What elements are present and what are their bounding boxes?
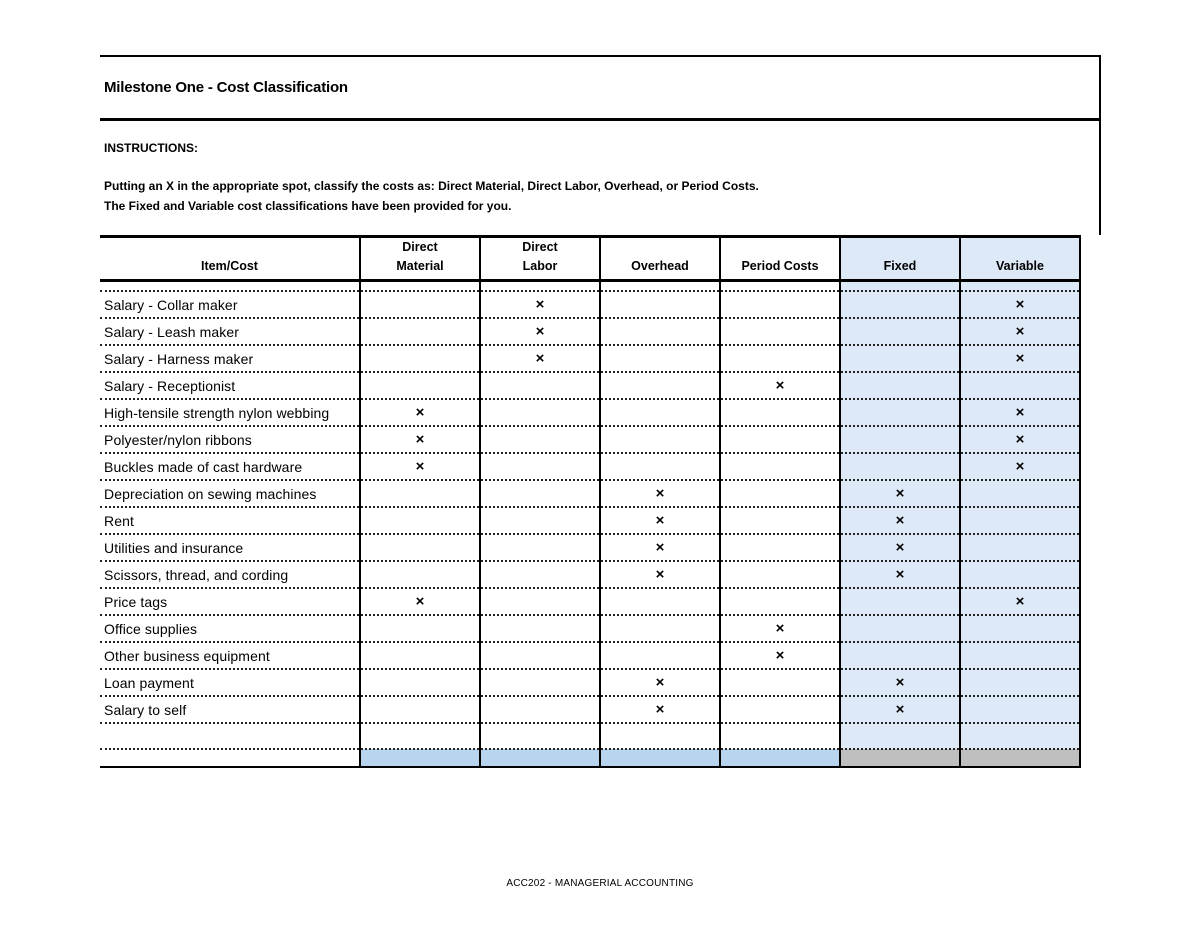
table-row bbox=[100, 642, 1080, 669]
variable-cell[interactable] bbox=[960, 507, 1080, 534]
spacer-cell bbox=[100, 281, 360, 292]
direct-labor-cell[interactable] bbox=[480, 426, 600, 453]
variable-cell[interactable] bbox=[960, 561, 1080, 588]
table-row bbox=[100, 588, 1080, 615]
table-row bbox=[100, 615, 1080, 642]
direct-material-cell[interactable] bbox=[360, 696, 480, 723]
item-cost-cell[interactable]: Polyester/nylon ribbons bbox=[100, 426, 360, 453]
x-mark: × bbox=[415, 431, 425, 448]
total-cell bbox=[960, 749, 1080, 767]
direct-labor-cell[interactable] bbox=[480, 588, 600, 615]
header-item-cost-label: Item/Cost bbox=[201, 259, 258, 273]
item-cost-cell[interactable]: Salary to self bbox=[100, 696, 360, 723]
variable-cell[interactable] bbox=[960, 588, 1080, 615]
x-mark: × bbox=[895, 674, 905, 691]
direct-labor-cell[interactable] bbox=[480, 696, 600, 723]
instructions-box bbox=[100, 119, 1101, 235]
item-cost-cell[interactable]: Office supplies bbox=[100, 615, 360, 642]
variable-cell[interactable] bbox=[960, 345, 1080, 372]
fixed-cell[interactable] bbox=[840, 399, 960, 426]
x-mark: × bbox=[1015, 350, 1025, 367]
blank-cell[interactable] bbox=[600, 723, 720, 749]
period-costs-cell[interactable] bbox=[720, 426, 840, 453]
overhead-cell[interactable] bbox=[600, 642, 720, 669]
x-mark: × bbox=[655, 566, 665, 583]
spacer-cell bbox=[480, 281, 600, 292]
period-costs-cell[interactable] bbox=[720, 669, 840, 696]
x-mark: × bbox=[535, 323, 545, 340]
item-cost-cell[interactable]: Depreciation on sewing machines bbox=[100, 480, 360, 507]
header-overhead-label: Overhead bbox=[631, 259, 689, 273]
direct-labor-cell[interactable] bbox=[480, 534, 600, 561]
period-costs-cell[interactable] bbox=[720, 696, 840, 723]
x-mark: × bbox=[1015, 404, 1025, 421]
header-direct-labor-top: Direct bbox=[522, 240, 558, 254]
item-cost-cell[interactable]: Utilities and insurance bbox=[100, 534, 360, 561]
direct-labor-cell[interactable] bbox=[480, 291, 600, 318]
item-cost-cell[interactable]: Scissors, thread, and cording bbox=[100, 561, 360, 588]
overhead-cell[interactable] bbox=[600, 615, 720, 642]
x-mark: × bbox=[655, 674, 665, 691]
table-row bbox=[100, 426, 1080, 453]
x-mark: × bbox=[535, 296, 545, 313]
table-row bbox=[100, 372, 1080, 399]
spacer-cell bbox=[840, 281, 960, 292]
header-item-cost bbox=[100, 237, 360, 281]
item-cost-cell[interactable]: Price tags bbox=[100, 588, 360, 615]
table-row bbox=[100, 507, 1080, 534]
table-body bbox=[100, 281, 1080, 768]
instructions-heading: INSTRUCTIONS: bbox=[104, 141, 198, 155]
overhead-cell[interactable] bbox=[600, 534, 720, 561]
variable-cell[interactable] bbox=[960, 372, 1080, 399]
page-title: Milestone One - Cost Classification bbox=[104, 79, 348, 96]
overhead-cell[interactable] bbox=[600, 426, 720, 453]
variable-cell[interactable] bbox=[960, 534, 1080, 561]
direct-labor-cell[interactable] bbox=[480, 507, 600, 534]
header-period-costs-label: Period Costs bbox=[741, 259, 819, 273]
header-variable bbox=[960, 237, 1080, 281]
x-mark: × bbox=[1015, 323, 1025, 340]
blank-cell[interactable] bbox=[720, 723, 840, 749]
total-cell bbox=[720, 749, 840, 767]
overhead-cell[interactable] bbox=[600, 291, 720, 318]
table-row bbox=[100, 291, 1080, 318]
direct-material-cell[interactable] bbox=[360, 318, 480, 345]
overhead-cell[interactable] bbox=[600, 399, 720, 426]
x-mark: × bbox=[895, 539, 905, 556]
fixed-cell[interactable] bbox=[840, 534, 960, 561]
overhead-cell[interactable] bbox=[600, 345, 720, 372]
item-cost-cell[interactable]: High-tensile strength nylon webbing bbox=[100, 399, 360, 426]
direct-material-cell[interactable] bbox=[360, 291, 480, 318]
period-costs-cell[interactable] bbox=[720, 291, 840, 318]
overhead-cell[interactable] bbox=[600, 696, 720, 723]
overhead-cell[interactable] bbox=[600, 318, 720, 345]
x-mark: × bbox=[415, 458, 425, 475]
header-fixed-label: Fixed bbox=[883, 259, 917, 273]
x-mark: × bbox=[895, 701, 905, 718]
direct-material-cell[interactable] bbox=[360, 507, 480, 534]
table-row bbox=[100, 345, 1080, 372]
fixed-cell[interactable] bbox=[840, 696, 960, 723]
direct-material-cell[interactable] bbox=[360, 615, 480, 642]
fixed-cell[interactable] bbox=[840, 588, 960, 615]
period-costs-cell[interactable] bbox=[720, 534, 840, 561]
direct-material-cell[interactable] bbox=[360, 669, 480, 696]
variable-cell[interactable] bbox=[960, 453, 1080, 480]
total-cell bbox=[480, 749, 600, 767]
item-cost-cell[interactable]: Rent bbox=[100, 507, 360, 534]
direct-material-cell[interactable] bbox=[360, 534, 480, 561]
x-mark: × bbox=[1015, 593, 1025, 610]
direct-labor-cell[interactable] bbox=[480, 561, 600, 588]
direct-labor-cell[interactable] bbox=[480, 615, 600, 642]
direct-material-cell[interactable] bbox=[360, 561, 480, 588]
period-costs-cell[interactable] bbox=[720, 507, 840, 534]
overhead-cell[interactable] bbox=[600, 372, 720, 399]
direct-labor-cell[interactable] bbox=[480, 372, 600, 399]
x-mark: × bbox=[655, 512, 665, 529]
overhead-cell[interactable] bbox=[600, 561, 720, 588]
period-costs-cell[interactable] bbox=[720, 642, 840, 669]
fixed-cell[interactable] bbox=[840, 318, 960, 345]
cost-classification-table bbox=[100, 235, 1081, 768]
blank-cell[interactable] bbox=[360, 723, 480, 749]
header-period-costs bbox=[720, 237, 840, 281]
x-mark: × bbox=[895, 512, 905, 529]
title-box bbox=[100, 55, 1101, 121]
total-row bbox=[100, 749, 1080, 767]
direct-labor-cell[interactable] bbox=[480, 453, 600, 480]
header-fixed bbox=[840, 237, 960, 281]
x-mark: × bbox=[1015, 431, 1025, 448]
direct-labor-cell[interactable] bbox=[480, 399, 600, 426]
direct-material-cell[interactable] bbox=[360, 588, 480, 615]
instructions-line-1: Putting an X in the appropriate spot, classify the costs as: Direct Material, Direct Labor, Overhead, or Period Costs. bbox=[104, 179, 759, 193]
fixed-cell[interactable] bbox=[840, 507, 960, 534]
variable-cell[interactable] bbox=[960, 480, 1080, 507]
spacer-row bbox=[100, 281, 1080, 292]
header-direct-material-top: Direct bbox=[402, 240, 438, 254]
period-costs-cell[interactable] bbox=[720, 345, 840, 372]
total-cell bbox=[100, 749, 360, 767]
blank-cell[interactable] bbox=[960, 723, 1080, 749]
variable-cell[interactable] bbox=[960, 696, 1080, 723]
table-row bbox=[100, 318, 1080, 345]
total-cell bbox=[840, 749, 960, 767]
direct-material-cell[interactable] bbox=[360, 372, 480, 399]
table-row bbox=[100, 669, 1080, 696]
direct-material-cell[interactable] bbox=[360, 345, 480, 372]
x-mark: × bbox=[655, 701, 665, 718]
item-cost-cell[interactable]: Salary - Harness maker bbox=[100, 345, 360, 372]
period-costs-cell[interactable] bbox=[720, 453, 840, 480]
overhead-cell[interactable] bbox=[600, 453, 720, 480]
direct-labor-cell[interactable] bbox=[480, 642, 600, 669]
x-mark: × bbox=[775, 647, 785, 664]
page-footer: ACC202 - MANAGERIAL ACCOUNTING bbox=[506, 878, 694, 889]
table-header-row bbox=[100, 237, 1080, 281]
x-mark: × bbox=[895, 485, 905, 502]
direct-labor-cell[interactable] bbox=[480, 345, 600, 372]
direct-labor-cell[interactable] bbox=[480, 669, 600, 696]
variable-cell[interactable] bbox=[960, 399, 1080, 426]
period-costs-cell[interactable] bbox=[720, 615, 840, 642]
header-direct-material bbox=[360, 237, 480, 281]
spacer-cell bbox=[360, 281, 480, 292]
table-row bbox=[100, 534, 1080, 561]
spacer-cell bbox=[600, 281, 720, 292]
spacer-cell bbox=[960, 281, 1080, 292]
item-cost-cell[interactable]: Buckles made of cast hardware bbox=[100, 453, 360, 480]
x-mark: × bbox=[775, 377, 785, 394]
spacer-cell bbox=[720, 281, 840, 292]
fixed-cell[interactable] bbox=[840, 642, 960, 669]
overhead-cell[interactable] bbox=[600, 480, 720, 507]
period-costs-cell[interactable] bbox=[720, 399, 840, 426]
blank-cell[interactable] bbox=[100, 723, 360, 749]
header-direct-labor-bottom: Labor bbox=[522, 259, 558, 273]
fixed-cell[interactable] bbox=[840, 345, 960, 372]
period-costs-cell[interactable] bbox=[720, 561, 840, 588]
item-cost-cell[interactable]: Salary - Leash maker bbox=[100, 318, 360, 345]
fixed-cell[interactable] bbox=[840, 615, 960, 642]
x-mark: × bbox=[415, 404, 425, 421]
direct-material-cell[interactable] bbox=[360, 480, 480, 507]
header-direct-labor bbox=[480, 237, 600, 281]
overhead-cell[interactable] bbox=[600, 669, 720, 696]
table-row bbox=[100, 453, 1080, 480]
direct-labor-cell[interactable] bbox=[480, 480, 600, 507]
blank-cell[interactable] bbox=[840, 723, 960, 749]
x-mark: × bbox=[535, 350, 545, 367]
header-variable-label: Variable bbox=[996, 259, 1044, 273]
fixed-cell[interactable] bbox=[840, 669, 960, 696]
fixed-cell[interactable] bbox=[840, 291, 960, 318]
blank-cell[interactable] bbox=[480, 723, 600, 749]
period-costs-cell[interactable] bbox=[720, 318, 840, 345]
direct-labor-cell[interactable] bbox=[480, 318, 600, 345]
item-cost-cell[interactable]: Other business equipment bbox=[100, 642, 360, 669]
x-mark: × bbox=[1015, 296, 1025, 313]
variable-cell[interactable] bbox=[960, 291, 1080, 318]
variable-cell[interactable] bbox=[960, 318, 1080, 345]
fixed-cell[interactable] bbox=[840, 561, 960, 588]
variable-cell[interactable] bbox=[960, 615, 1080, 642]
total-cell bbox=[600, 749, 720, 767]
table-row bbox=[100, 399, 1080, 426]
x-mark: × bbox=[415, 593, 425, 610]
fixed-cell[interactable] bbox=[840, 453, 960, 480]
total-cell bbox=[360, 749, 480, 767]
blank-row bbox=[100, 723, 1080, 749]
overhead-cell[interactable] bbox=[600, 507, 720, 534]
direct-material-cell[interactable] bbox=[360, 426, 480, 453]
table-row bbox=[100, 480, 1080, 507]
header-direct-material-bottom: Material bbox=[396, 259, 444, 273]
table-row bbox=[100, 561, 1080, 588]
fixed-cell[interactable] bbox=[840, 426, 960, 453]
variable-cell[interactable] bbox=[960, 669, 1080, 696]
instructions-line-2: The Fixed and Variable cost classifications have been provided for you. bbox=[104, 199, 512, 213]
item-cost-cell[interactable]: Salary - Collar maker bbox=[100, 291, 360, 318]
direct-material-cell[interactable] bbox=[360, 642, 480, 669]
period-costs-cell[interactable] bbox=[720, 480, 840, 507]
x-mark: × bbox=[775, 620, 785, 637]
x-mark: × bbox=[655, 485, 665, 502]
direct-material-cell[interactable] bbox=[360, 453, 480, 480]
x-mark: × bbox=[1015, 458, 1025, 475]
variable-cell[interactable] bbox=[960, 642, 1080, 669]
direct-material-cell[interactable] bbox=[360, 399, 480, 426]
table-row bbox=[100, 696, 1080, 723]
x-mark: × bbox=[895, 566, 905, 583]
fixed-cell[interactable] bbox=[840, 480, 960, 507]
period-costs-cell[interactable] bbox=[720, 372, 840, 399]
item-cost-cell[interactable]: Salary - Receptionist bbox=[100, 372, 360, 399]
header-overhead bbox=[600, 237, 720, 281]
period-costs-cell[interactable] bbox=[720, 588, 840, 615]
fixed-cell[interactable] bbox=[840, 372, 960, 399]
variable-cell[interactable] bbox=[960, 426, 1080, 453]
overhead-cell[interactable] bbox=[600, 588, 720, 615]
item-cost-cell[interactable]: Loan payment bbox=[100, 669, 360, 696]
x-mark: × bbox=[655, 539, 665, 556]
